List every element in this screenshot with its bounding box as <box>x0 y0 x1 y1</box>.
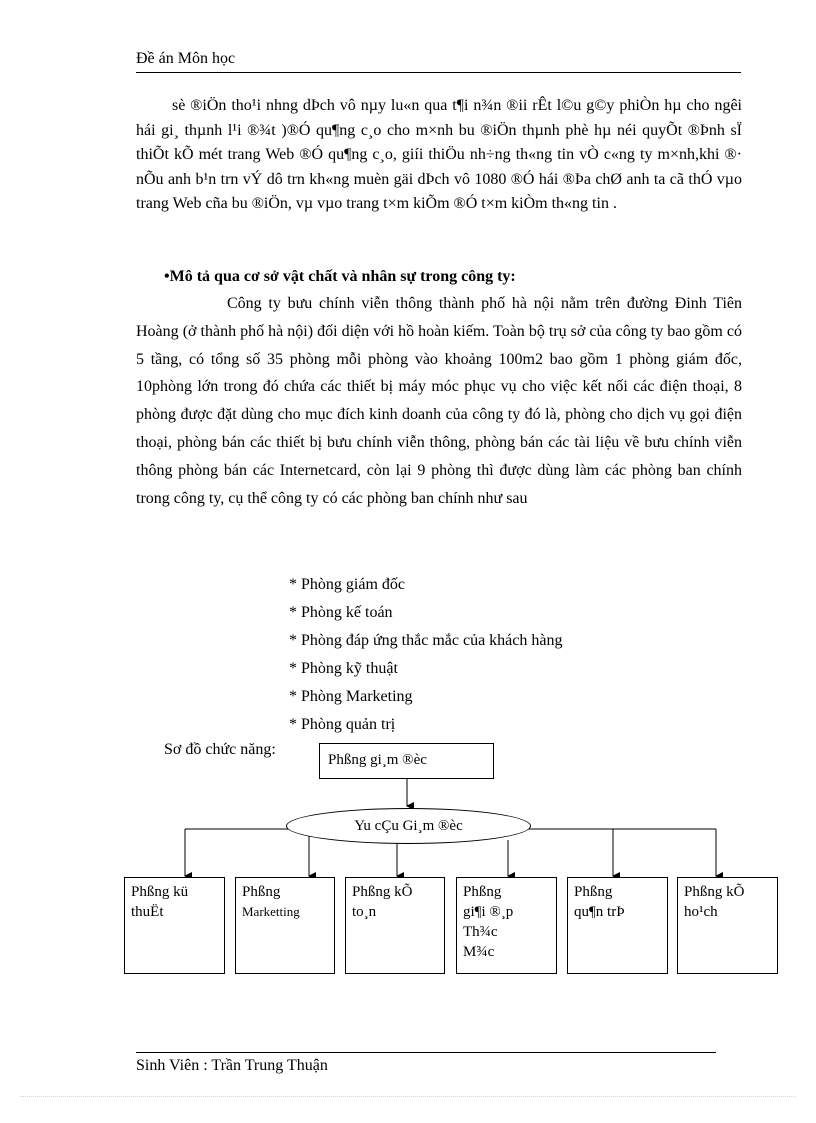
footer-divider <box>136 1052 716 1053</box>
diagram-label: Sơ đồ chức năng: <box>164 741 276 758</box>
box-line: ho¹ch <box>684 904 718 920</box>
header-title: Đề án Môn học <box>136 50 236 67</box>
box-line: M¾c <box>463 944 495 960</box>
director-request-ellipse: Yu cÇu Gi¸m ®èc <box>286 808 531 844</box>
list-item: * Phòng Marketing <box>289 688 413 705</box>
box-line: qu¶n trÞ <box>574 904 625 920</box>
list-item: * Phòng kế toán <box>289 604 393 621</box>
list-item: * Phòng kỹ thuật <box>289 660 398 677</box>
list-item: * Phòng quản trị <box>289 716 396 733</box>
dept-box-marketing <box>235 877 335 974</box>
director-box: Phßng gi¸m ®èc <box>319 743 494 779</box>
box-line: Phßng <box>574 884 613 900</box>
box-line: gi¶i ®¸p <box>463 904 514 920</box>
box-line: Th¾c <box>463 924 498 940</box>
dept-box-planning <box>677 877 778 974</box>
body-paragraph-2: Công ty bưu chính viễn thông thành phố hà nội nằm trên đường Đinh Tiên Hoàng (ở thành phố hà nội) đối diện với hồ hoàn kiếm. Toàn bộ trụ sở của công ty bao gồm có 5 tầng, có tổng số 35 phòng mỗi phòng vào khoảng 100m2 bao gồm 1 phòng giám đốc, 10phòng lớn trong đó chứa các thiết bị máy móc phục vụ cho việc kết nối các điện thoại, 8 phòng được đặt dùng cho mục đích kinh doanh của công ty đó là, phòng cho dịch vụ gọi điện thoại, phòng bán các thiết bị bưu chính viễn thông, phòng bán các tài liệu về bưu chính viễn thông phòng bán các Internetcard, còn lại 9 phòng thì được dùng làm các phòng ban chính trong công ty, cụ thể công ty có các phòng ban chính như sau <box>136 295 742 507</box>
box-line: Phßng kÕ <box>684 884 745 900</box>
dept-box-technical <box>124 877 225 974</box>
box-line: Phßng kÕ <box>352 884 413 900</box>
box-line: Phßng kü <box>131 884 189 900</box>
bullet-dot-icon: • <box>164 268 170 285</box>
dept-box-administration <box>567 877 668 974</box>
body-paragraph-1: sè ®iÖn tho¹i nhng dÞch vô nµy lu«n qua t¶i n¾n ®ii rÊt l©u g©y phiÒn hµ cho ngêi hái gi¸ thµnh l¹i ®¾t )®Ó qu¶ng c¸o cho m×nh bu ®iÖn thµnh phè hµ néi quyÕt ®Þnh sÏ thiÕt kÕ mét trang Web ®Ó qu¶ng c¸o, giíi thiÖu nh÷ng th«ng tin vÒ c«ng ty m×nh,khi ®· nÕu anh b¹n trn vÝ dô trn kh«ng muèn gäi dÞch vô 1080 ®Ó hái ®Þa chØ anh ta cã thÓ vµo trang Web cña bu ®iÖn, vµ vµo trang t×m kiÕm ®Ó t×m kiÒm th«ng tin . <box>136 97 742 212</box>
box-line: Phßng <box>463 884 502 900</box>
dept-box-customer-service <box>456 877 557 974</box>
section-heading-text: Mô tả qua cơ sở vật chất và nhân sự trong công ty: <box>169 268 516 285</box>
page-edge-divider <box>20 1096 796 1097</box>
box-line: to¸n <box>352 904 377 920</box>
box-line: Phßng <box>242 884 281 900</box>
box-line: thuËt <box>131 904 164 920</box>
list-item: * Phòng giám đốc <box>289 576 405 593</box>
list-item: * Phòng đáp ứng thắc mắc của khách hàng <box>289 632 563 649</box>
dept-box-accounting <box>345 877 445 974</box>
box-line: Marketting <box>242 904 300 919</box>
footer-text: Sinh Viên : Trần Trung Thuận <box>136 1057 328 1074</box>
